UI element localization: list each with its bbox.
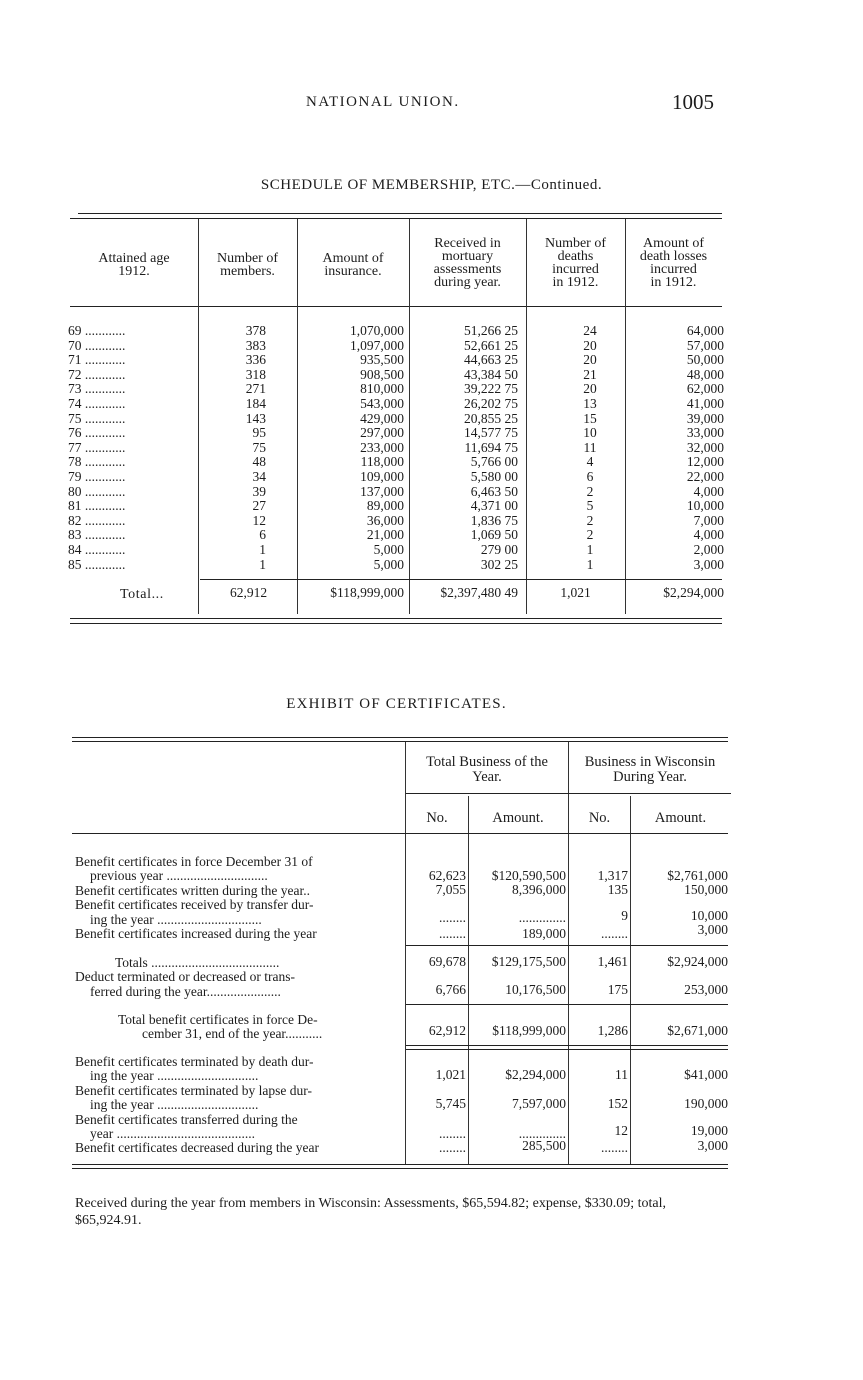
- value-cell: $120,590,500: [491, 868, 566, 883]
- value-cell: ..............: [518, 910, 566, 925]
- losses-cell: 48,000: [686, 366, 724, 382]
- column-insurance: [300, 324, 404, 572]
- insurance-cell: 297,000: [360, 425, 404, 441]
- deaths-cell: 20: [583, 337, 597, 353]
- total-insurance: $118,999,000: [330, 585, 404, 600]
- received-cell: 52,661 25: [464, 337, 518, 353]
- value-cell: 175: [607, 982, 628, 997]
- insurance-cell: 36,000: [366, 512, 404, 528]
- age-cell: 74 ............: [68, 395, 126, 411]
- insurance-cell: 543,000: [360, 395, 404, 411]
- value-cell: 3,000: [697, 1138, 728, 1153]
- row-label: ing the year ..............................: [90, 1068, 259, 1083]
- deaths-cell: 2: [586, 512, 594, 528]
- header-line: Number of: [216, 251, 279, 266]
- column-ages: [68, 324, 125, 572]
- losses-cell: 62,000: [686, 381, 724, 397]
- deaths-cell: 2: [586, 527, 594, 543]
- members-cell: 12: [252, 512, 266, 528]
- received-cell: 5,580 00: [470, 468, 518, 484]
- header-line: Number of: [544, 236, 607, 251]
- column-losses: [630, 324, 724, 572]
- members-cell: 378: [245, 323, 266, 338]
- header-line: Attained age: [98, 251, 170, 266]
- rule: [406, 1045, 728, 1046]
- age-cell: 71 ............: [68, 352, 126, 368]
- header-line: incurred: [650, 262, 697, 277]
- insurance-cell: 89,000: [366, 498, 404, 514]
- age-cell: 81 ............: [68, 498, 126, 514]
- received-cell: 1,069 50: [470, 527, 518, 543]
- value-cell: 11: [615, 1067, 628, 1082]
- insurance-cell: 810,000: [360, 381, 404, 397]
- insurance-cell: 137,000: [360, 483, 404, 499]
- received-cell: 14,577 75: [464, 425, 518, 441]
- value-cell: 152: [607, 1096, 628, 1111]
- header-line: Amount of: [642, 236, 705, 251]
- value-cell: $41,000: [684, 1067, 728, 1082]
- rule: [406, 945, 728, 946]
- deaths-cell: 1: [586, 556, 594, 572]
- deaths-cell: 6: [586, 468, 594, 484]
- received-cell: 20,855 25: [464, 410, 518, 426]
- row-label: Benefit certificates received by transfer dur-: [75, 897, 314, 912]
- age-cell: 73 ............: [68, 381, 126, 397]
- age-cell: 78 ............: [68, 454, 126, 470]
- members-cell: 383: [245, 337, 266, 353]
- received-cell: 5,766 00: [470, 454, 518, 470]
- value-cell: ........: [439, 1126, 466, 1141]
- exhibit-title: EXHIBIT OF CERTIFICATES.: [286, 696, 507, 712]
- members-cell: 143: [245, 410, 266, 426]
- rule: [78, 213, 722, 214]
- insurance-cell: 118,000: [360, 454, 404, 470]
- row-label: year .........................................: [90, 1126, 255, 1141]
- total-losses: $2,294,000: [663, 585, 724, 600]
- value-cell: ..............: [518, 1126, 566, 1141]
- rule: [200, 579, 722, 580]
- header-line: Total Business of the: [426, 754, 548, 770]
- value-cell: ........: [601, 1140, 628, 1155]
- value-cell: 69,678: [428, 954, 466, 969]
- header-no: No.: [426, 810, 448, 826]
- row-label: previous year ..............................: [90, 868, 268, 883]
- rule: [406, 793, 731, 794]
- received-cell: 1,836 75: [470, 512, 518, 528]
- members-cell: 1: [259, 541, 266, 557]
- running-head: NATIONAL UNION.: [306, 94, 460, 110]
- value-cell: ........: [601, 926, 628, 941]
- age-cell: 75 ............: [68, 410, 126, 426]
- members-cell: 27: [252, 498, 266, 514]
- value-cell: 12: [614, 1123, 628, 1138]
- header-line: Year.: [472, 769, 502, 785]
- header-line: members.: [220, 264, 275, 279]
- rule: [72, 1168, 728, 1169]
- losses-cell: 12,000: [686, 454, 724, 470]
- row-label: Benefit certificates transferred during the: [75, 1112, 298, 1127]
- row-label: Benefit certificates terminated by lapse dur-: [75, 1083, 313, 1098]
- header-line: insurance.: [324, 264, 382, 279]
- rule: [72, 1164, 728, 1165]
- value-cell: 5,745: [435, 1096, 466, 1111]
- header-amount: Amount.: [492, 810, 544, 826]
- total-deaths: 1,021: [560, 585, 591, 600]
- header-line: during year.: [434, 275, 501, 290]
- value-cell: 62,912: [428, 1023, 466, 1038]
- age-cell: 80 ............: [68, 483, 126, 499]
- rule: [72, 741, 728, 742]
- value-cell: 135: [607, 882, 628, 897]
- header-no: No.: [588, 810, 611, 826]
- header-received-assessments: [409, 237, 526, 289]
- header-line: deaths: [557, 249, 594, 264]
- header-total-business: [406, 755, 568, 785]
- header-line: death losses: [639, 249, 708, 264]
- deaths-cell: 13: [583, 395, 597, 411]
- insurance-cell: 935,500: [360, 352, 404, 368]
- row-label: ferred during the year......................: [90, 984, 281, 999]
- header-line: Amount of: [322, 251, 384, 266]
- members-cell: 95: [252, 425, 266, 441]
- received-cell: 26,202 75: [464, 395, 518, 411]
- header-line: assessments: [433, 262, 502, 277]
- rule: [70, 623, 722, 624]
- value-cell: 1,317: [597, 868, 628, 883]
- members-cell: 39: [252, 483, 266, 499]
- losses-cell: 41,000: [686, 395, 724, 411]
- header-line: mortuary: [441, 249, 494, 264]
- value-cell: 8,396,000: [512, 882, 566, 897]
- age-cell: 76 ............: [68, 425, 126, 441]
- row-label: Deduct terminated or decreased or trans-: [75, 969, 296, 984]
- row-label: Total benefit certificates in force De-: [118, 1012, 318, 1027]
- rule: [72, 833, 728, 834]
- members-cell: 1: [259, 556, 266, 572]
- value-cell: 150,000: [684, 882, 728, 897]
- value-cell: 190,000: [684, 1096, 728, 1111]
- insurance-cell: 1,097,000: [350, 337, 404, 353]
- losses-cell: 57,000: [686, 337, 724, 353]
- deaths-cell: 20: [583, 381, 597, 397]
- value-cell: $129,175,500: [491, 954, 566, 969]
- value-cell: 6,766: [435, 982, 466, 997]
- rule: [72, 737, 728, 738]
- losses-cell: 2,000: [693, 541, 724, 557]
- age-cell: 77 ............: [68, 439, 126, 455]
- insurance-cell: 1,070,000: [350, 323, 404, 338]
- total-members: 62,912: [229, 585, 268, 600]
- value-cell: 9: [621, 908, 628, 923]
- age-cell: 82 ............: [68, 512, 126, 528]
- row-label: Benefit certificates in force December 31 of: [75, 854, 313, 869]
- members-cell: 6: [259, 527, 266, 543]
- value-cell: 285,500: [522, 1138, 566, 1153]
- deaths-cell: 20: [583, 352, 597, 368]
- rule: [406, 1049, 728, 1050]
- losses-cell: 39,000: [686, 410, 724, 426]
- losses-cell: 33,000: [686, 425, 724, 441]
- row-label: Totals ......................................: [115, 955, 280, 970]
- row-label: cember 31, end of the year...........: [142, 1026, 323, 1041]
- losses-cell: 22,000: [686, 468, 724, 484]
- column-divider: [297, 219, 298, 614]
- losses-cell: 50,000: [686, 352, 724, 368]
- header-attained-age: [70, 252, 198, 278]
- header-amount-of-insurance: [297, 252, 409, 278]
- members-cell: 48: [252, 454, 266, 470]
- age-cell: 69 ............: [68, 323, 126, 338]
- value-cell: 1,286: [597, 1023, 628, 1038]
- age-cell: 83 ............: [68, 527, 126, 543]
- value-cell: 3,000: [697, 922, 728, 937]
- row-label: ing the year ..............................: [90, 1097, 259, 1112]
- row-label: Benefit certificates terminated by death dur-: [75, 1054, 314, 1069]
- value-cell: 7,597,000: [512, 1096, 566, 1111]
- header-line: 1912.: [118, 264, 150, 279]
- value-cell: 10,176,500: [505, 982, 566, 997]
- members-cell: 271: [245, 381, 266, 397]
- deaths-cell: 1: [586, 541, 594, 557]
- header-number-of-members: [198, 252, 297, 278]
- total-received: $2,397,480 49: [440, 585, 518, 600]
- deaths-cell: 4: [586, 454, 594, 470]
- value-cell: $2,761,000: [667, 868, 728, 883]
- header-death-losses: [625, 237, 722, 289]
- header-line: in 1912.: [650, 275, 697, 290]
- deaths-cell: 2: [586, 483, 594, 499]
- age-cell: 72 ............: [68, 366, 126, 382]
- age-cell: 84 ............: [68, 541, 126, 557]
- value-cell: ........: [439, 1140, 466, 1155]
- deaths-cell: 24: [583, 323, 597, 338]
- losses-cell: 3,000: [693, 556, 724, 572]
- row-label: Benefit certificates increased during the year: [75, 926, 317, 941]
- received-cell: 4,371 00: [470, 498, 518, 514]
- insurance-cell: 21,000: [366, 527, 404, 543]
- header-line: During Year.: [613, 769, 687, 785]
- value-cell: $2,294,000: [505, 1067, 566, 1082]
- losses-cell: 32,000: [686, 439, 724, 455]
- value-cell: 1,461: [597, 954, 628, 969]
- deaths-cell: 21: [583, 366, 597, 382]
- row-label: Benefit certificates decreased during the year: [75, 1140, 319, 1155]
- losses-cell: 4,000: [693, 483, 724, 499]
- insurance-cell: 5,000: [373, 556, 404, 572]
- value-cell: 19,000: [690, 1123, 728, 1138]
- members-cell: 336: [245, 352, 266, 368]
- received-cell: 43,384 50: [464, 366, 518, 382]
- footnote: Received during the year from members in Wisconsin: Assessments, $65,594.82; expense, $330.09; total, $65,924.91.: [75, 1196, 666, 1228]
- deaths-cell: 5: [586, 498, 594, 514]
- received-cell: 44,663 25: [464, 352, 518, 368]
- column-divider: [568, 742, 569, 1164]
- received-cell: 39,222 75: [464, 381, 518, 397]
- value-cell: ........: [439, 926, 466, 941]
- members-cell: 75: [252, 439, 266, 455]
- row-label: ing the year ...............................: [90, 912, 262, 927]
- column-deaths: [560, 324, 620, 572]
- insurance-cell: 429,000: [360, 410, 404, 426]
- rule: [70, 618, 722, 619]
- header-amount: Amount.: [654, 810, 707, 826]
- column-divider: [198, 219, 199, 614]
- column-received: [412, 324, 518, 572]
- deaths-cell: 11: [583, 439, 597, 455]
- value-cell: 7,055: [435, 882, 466, 897]
- rule: [406, 1004, 728, 1005]
- value-cell: 189,000: [522, 926, 566, 941]
- header-line: Received in: [434, 236, 501, 251]
- deaths-cell: 15: [583, 410, 597, 426]
- column-divider: [630, 796, 631, 1164]
- insurance-cell: 109,000: [360, 468, 404, 484]
- column-divider: [468, 796, 469, 1164]
- received-cell: 279 00: [480, 541, 518, 557]
- members-cell: 184: [245, 395, 266, 411]
- header-line: in 1912.: [552, 275, 599, 290]
- column-members: [205, 324, 266, 572]
- value-cell: 10,000: [690, 908, 728, 923]
- received-cell: 302 25: [480, 556, 518, 572]
- row-label: Benefit certificates written during the year..: [75, 883, 311, 898]
- received-cell: 6,463 50: [470, 483, 518, 499]
- members-cell: 34: [252, 468, 266, 484]
- value-cell: 1,021: [435, 1067, 466, 1082]
- schedule-title: SCHEDULE OF MEMBERSHIP, ETC.—Continued.: [260, 177, 603, 193]
- insurance-cell: 5,000: [373, 541, 404, 557]
- insurance-cell: 233,000: [360, 439, 404, 455]
- header-number-of-deaths: [526, 237, 625, 289]
- header-line: incurred: [552, 262, 599, 277]
- value-cell: ........: [439, 910, 466, 925]
- value-cell: $118,999,000: [492, 1023, 566, 1038]
- losses-cell: 7,000: [693, 512, 724, 528]
- age-cell: 70 ............: [68, 337, 126, 353]
- deaths-cell: 10: [583, 425, 597, 441]
- header-business-wisconsin: [569, 755, 731, 785]
- value-cell: $2,671,000: [667, 1023, 728, 1038]
- value-cell: 253,000: [684, 982, 728, 997]
- page-number: 1005: [672, 90, 714, 114]
- insurance-cell: 908,500: [360, 366, 404, 382]
- losses-cell: 10,000: [686, 498, 724, 514]
- losses-cell: 64,000: [686, 323, 724, 338]
- total-label: Total...: [120, 587, 164, 602]
- age-cell: 85 ............: [68, 556, 126, 572]
- losses-cell: 4,000: [693, 527, 724, 543]
- age-cell: 79 ............: [68, 468, 126, 484]
- received-cell: 51,266 25: [464, 323, 518, 338]
- value-cell: 62,623: [428, 868, 466, 883]
- header-line: Business in Wisconsin: [584, 754, 716, 770]
- received-cell: 11,694 75: [464, 439, 518, 455]
- members-cell: 318: [245, 366, 266, 382]
- value-cell: $2,924,000: [667, 954, 728, 969]
